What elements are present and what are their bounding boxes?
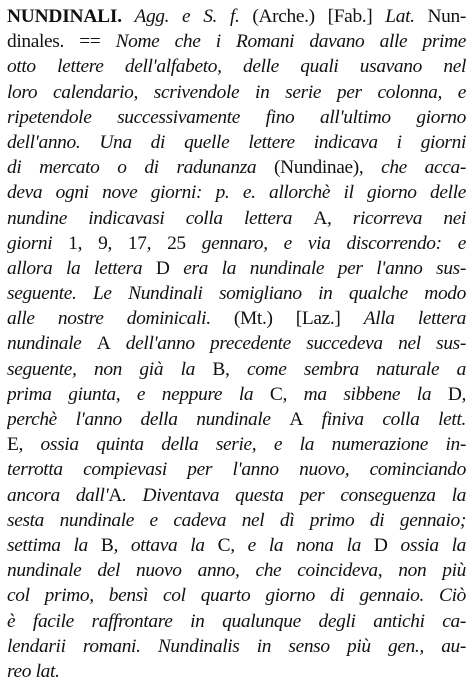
entry-line: [7, 231, 466, 256]
entry-text-segment: col primo, bensì col quarto giorno di gennaio. Ciò: [7, 585, 466, 607]
entry-text-segment: A: [289, 409, 303, 430]
entry-line: [7, 457, 466, 482]
entry-text-segment: , ricorreva nei: [327, 207, 466, 229]
entry-line: [7, 382, 466, 407]
entry-text-segment: nundine indicavasi colla lettera: [7, 207, 314, 229]
entry-text-segment: , ossia quinta della serie, e la numerazione in-: [18, 434, 466, 456]
entry-text-segment: perchè l'anno della nundinale: [7, 409, 290, 430]
entry-line: [7, 483, 466, 508]
entry-text-segment: D: [447, 383, 462, 405]
entry-text-segment: Agg. e S. f.: [121, 6, 240, 27]
entry-text-segment: seguente. Le Nundinali somigliano in qualche modo: [7, 283, 466, 305]
entry-text-segment: terrotta compievasi per l'anno nuovo, cominciando: [7, 459, 466, 481]
entry-text-segment: C: [269, 383, 283, 405]
entry-text-segment: era la nundinale per l'anno sus-: [169, 257, 466, 279]
entry-line: [7, 558, 466, 583]
entry-text-segment: , come sembra naturale a: [225, 358, 466, 380]
entry-text-segment: (Nundinae),: [256, 157, 382, 179]
entry-line: [7, 281, 466, 306]
entry-text-segment: C: [217, 534, 231, 556]
entry-text-segment: , e la nona la: [230, 534, 374, 556]
entry-line: [7, 4, 466, 29]
entry-text-segment: prima giunta, e neppure la: [7, 383, 270, 405]
entry-text-segment: A: [96, 333, 111, 355]
entry-text-segment: D: [155, 257, 170, 279]
entry-text-segment: B: [212, 358, 226, 380]
entry-text-segment: finiva colla lett.: [302, 409, 466, 430]
entry-line: [7, 256, 466, 281]
entry-text-segment: che acca-: [381, 157, 466, 179]
entry-line: [7, 180, 466, 205]
entry-text-segment: dinales. ==: [7, 31, 116, 53]
entry-text-segment: ancora dall': [7, 484, 109, 506]
entry-text-segment: E: [7, 434, 19, 456]
entry-text-segment: sesta nundinale e cadeva nel dì primo di gennaio;: [7, 509, 466, 531]
entry-text-segment: settima la: [7, 534, 101, 556]
entry-text-segment: loro calendario, scrivendole in serie per colonna, e: [7, 81, 466, 103]
entry-text-segment: nundinale: [7, 333, 97, 355]
entry-text-segment: deva ogni nove giorni: p. e. allorchè il giorno delle: [7, 182, 466, 204]
entry-text-segment: reo lat.: [7, 660, 60, 682]
entry-text-segment: ossia la: [387, 534, 466, 556]
entry-text-segment: Alla lettera: [363, 308, 466, 330]
entry-line: [7, 54, 466, 79]
entry-line: [7, 533, 466, 558]
entry-text-segment: di mercato o di radunanza: [7, 157, 257, 179]
entry-line: [7, 508, 466, 533]
entry-text-segment: ,: [461, 383, 466, 405]
headword: NUNDINALI.: [7, 6, 122, 27]
entry-line: [7, 609, 466, 634]
entry-text-segment: è facile raffrontare in qualunque degli antichi ca-: [7, 610, 466, 632]
entry-line: [7, 206, 466, 231]
entry-line: [7, 155, 466, 180]
entry-line: [7, 80, 466, 105]
entry-text-segment: D: [373, 534, 388, 556]
entry-text-segment: giorni: [7, 232, 69, 254]
entry-text-segment: Nun-: [414, 6, 466, 27]
entry-text-segment: A: [108, 484, 123, 506]
entry-text-segment: lendarii romani. Nundinalis in senso più gen., au-: [7, 635, 466, 657]
entry-line: [7, 105, 466, 130]
entry-text-segment: otto lettere dell'alfabeto, delle quali usavano nel: [7, 56, 466, 78]
entry-text-segment: allora la lettera: [7, 257, 156, 279]
entry-text-segment: Nome che i Romani davano alle prime: [115, 31, 466, 53]
entry-line: [7, 432, 466, 457]
entry-text-segment: B: [100, 534, 114, 556]
entry-line: [7, 583, 466, 608]
entry-text-segment: gennaro, e via discorrendo: e: [185, 232, 466, 254]
entry-line: [7, 29, 466, 54]
entry-text-segment: (Arche.) [Fab.]: [239, 6, 386, 27]
entry-text-segment: dell'anno precedente succedeva nel sus-: [110, 333, 466, 355]
entry-text-segment: 1, 9, 17, 25: [68, 232, 186, 254]
entry-line: [7, 659, 466, 684]
entry-line: [7, 331, 466, 356]
entry-text-segment: (Mt.) [Laz.]: [210, 308, 364, 330]
entry-line: [7, 130, 466, 155]
entry-text-segment: nundinale del nuovo anno, che coincideva, non più: [7, 560, 466, 582]
entry-text-segment: . Diventava questa per conseguenza la: [122, 484, 466, 506]
entry-line: [7, 407, 466, 432]
entry-text-segment: ripetendole successivamente fino all'ultimo giorno: [7, 106, 466, 128]
entry-text-segment: seguente, non già la: [7, 358, 213, 380]
entry-line: [7, 306, 466, 331]
entry-text-segment: dell'anno. Una di quelle lettere indicava i giorni: [7, 131, 466, 153]
entry-line: [7, 634, 466, 659]
entry-text-segment: alle nostre dominicali.: [7, 308, 211, 330]
entry-text-segment: A: [313, 207, 328, 229]
entry-text-segment: Lat.: [385, 6, 415, 27]
entry-text-segment: , ottava la: [113, 534, 218, 556]
entry-line: [7, 357, 466, 382]
entry-text-segment: , ma sibbene la: [282, 383, 448, 405]
